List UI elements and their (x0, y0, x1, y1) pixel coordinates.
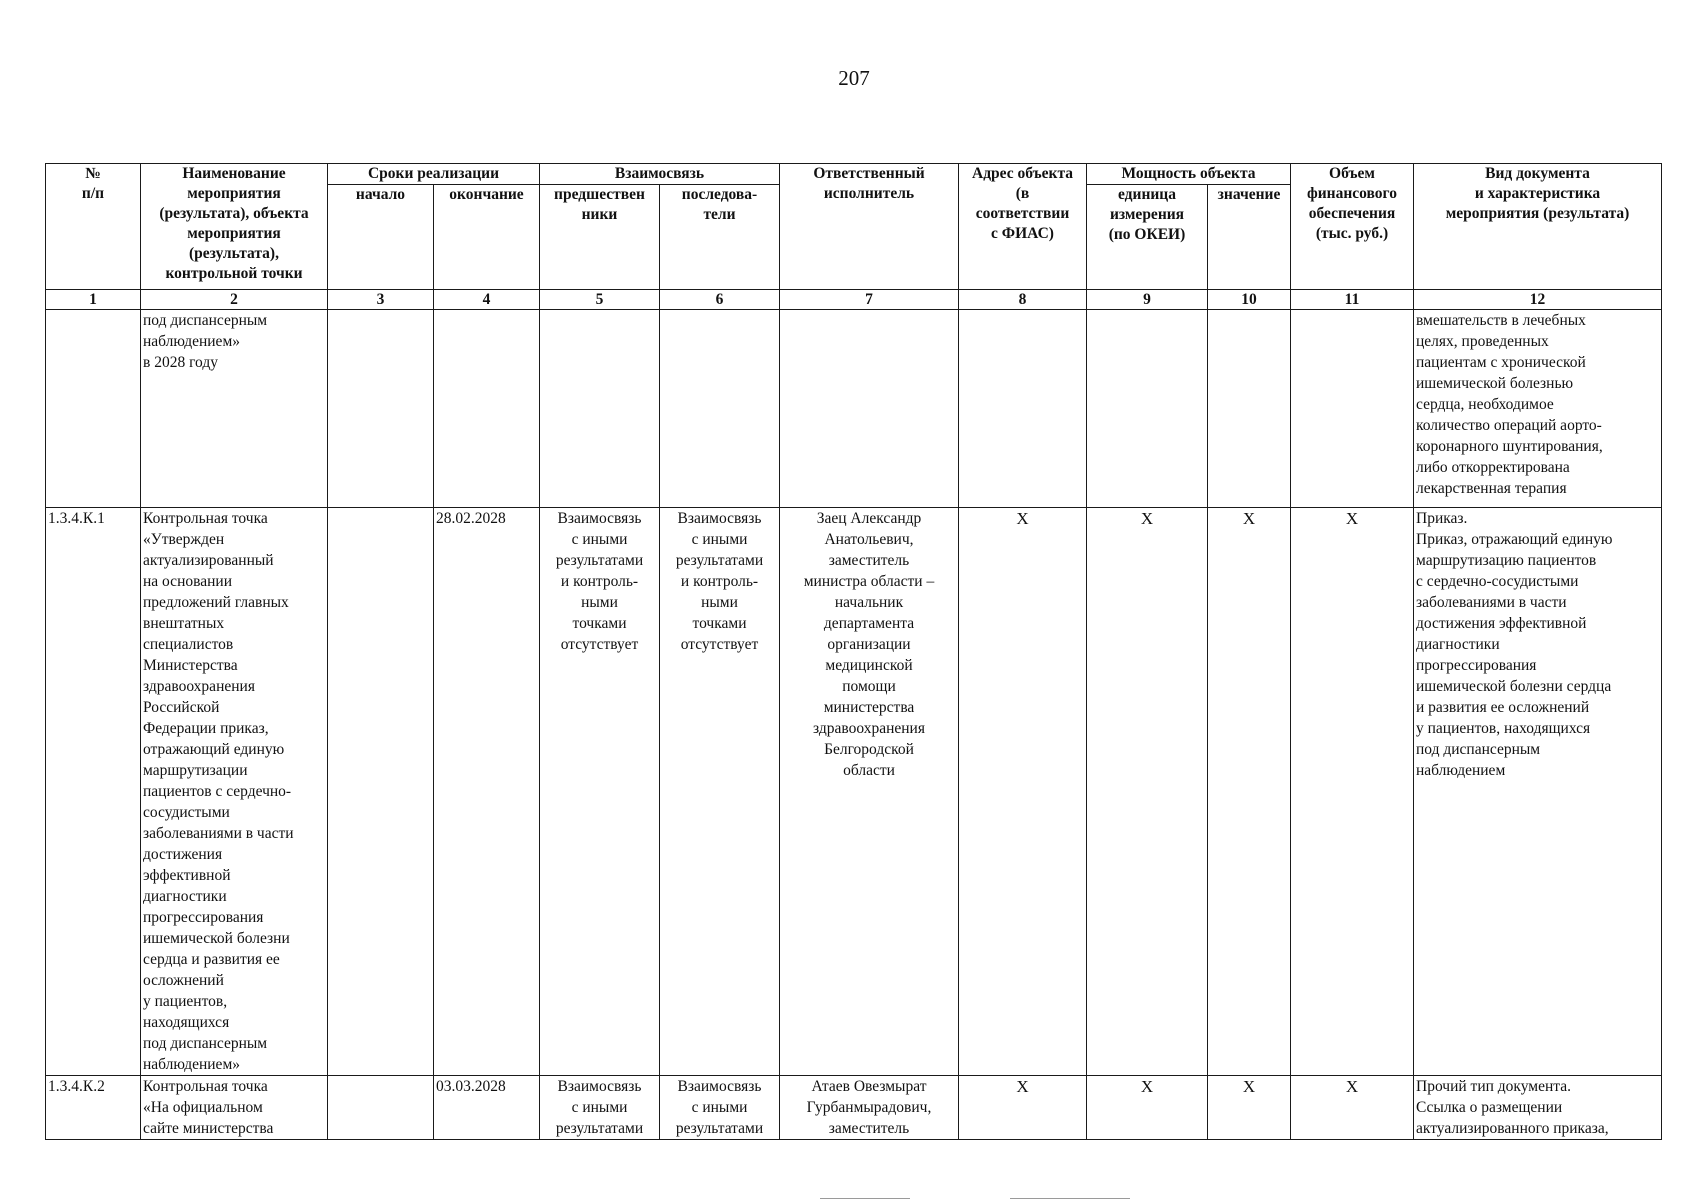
cell-funding: Х (1291, 1076, 1414, 1140)
cell-responsible (780, 310, 959, 508)
cell-end: 28.02.2028 (434, 508, 540, 1076)
scan-artifact (1010, 1198, 1130, 1199)
column-number-row (46, 290, 1662, 310)
table-row (46, 508, 1662, 1076)
column-number: 11 (1291, 290, 1414, 310)
header-terms-start: начало (328, 185, 434, 290)
header-terms-end: окончание (434, 185, 540, 290)
column-number: 2 (141, 290, 328, 310)
header-capacity-value: значение (1208, 185, 1291, 290)
cell-responsible: Заец Александр Анатольевич, заместитель министра области – начальник департамента организации медицинской помощи министерства здравоохранения Белгородской области (780, 508, 959, 1076)
cell-end (434, 310, 540, 508)
header-funding: Объем финансового обеспечения (тыс. руб.) (1291, 164, 1414, 290)
table-row (46, 1076, 1662, 1140)
cell-value: Х (1208, 508, 1291, 1076)
table-header-row (46, 164, 1662, 185)
plan-table (45, 163, 1662, 1140)
cell-funding (1291, 310, 1414, 508)
cell-start (328, 508, 434, 1076)
cell-next: Взаимосвязь с иными результатами и контроль- ными точками отсутствует (660, 508, 780, 1076)
header-address: Адрес объекта (в соответствии с ФИАС) (959, 164, 1087, 290)
cell-next: Взаимосвязь с иными результатами (660, 1076, 780, 1140)
cell-unit (1087, 310, 1208, 508)
header-capacity-unit: единица измерения (по ОКЕИ) (1087, 185, 1208, 290)
column-number: 3 (328, 290, 434, 310)
header-doc-type: Вид документа и характеристика мероприятия (результата) (1414, 164, 1662, 290)
cell-unit: Х (1087, 508, 1208, 1076)
cell-prev: Взаимосвязь с иными результатами и контроль- ными точками отсутствует (540, 508, 660, 1076)
header-terms-group: Сроки реализации (328, 164, 540, 185)
header-responsible: Ответственный исполнитель (780, 164, 959, 290)
cell-responsible: Атаев Овезмырат Гурбанмырадович, заместитель (780, 1076, 959, 1140)
cell-value (1208, 310, 1291, 508)
scan-artifact (820, 1198, 910, 1199)
cell-unit: Х (1087, 1076, 1208, 1140)
column-number: 9 (1087, 290, 1208, 310)
header-name: Наименование мероприятия (результата), объекта мероприятия (результата), контрольной точки (141, 164, 328, 290)
cell-address: Х (959, 508, 1087, 1076)
header-link-group: Взаимосвязь (540, 164, 780, 185)
cell-prev: Взаимосвязь с иными результатами (540, 1076, 660, 1140)
cell-start (328, 1076, 434, 1140)
column-number: 10 (1208, 290, 1291, 310)
cell-next (660, 310, 780, 508)
cell-value: Х (1208, 1076, 1291, 1140)
cell-prev (540, 310, 660, 508)
cell-funding: Х (1291, 508, 1414, 1076)
cell-address: Х (959, 1076, 1087, 1140)
cell-doc: Прочий тип документа. Ссылка о размещении актуализированного приказа, (1414, 1076, 1662, 1140)
cell-start (328, 310, 434, 508)
cell-name: Контрольная точка «На официальном сайте министерства (141, 1076, 328, 1140)
header-link-prev: предшествен ники (540, 185, 660, 290)
page-number: 207 (838, 66, 870, 90)
header-num: № п/п (46, 164, 141, 290)
column-number: 12 (1414, 290, 1662, 310)
cell-num (46, 310, 141, 508)
cell-num: 1.3.4.К.2 (46, 1076, 141, 1140)
cell-address (959, 310, 1087, 508)
cell-num: 1.3.4.К.1 (46, 508, 141, 1076)
cell-doc: Приказ. Приказ, отражающий единую маршрутизацию пациентов с сердечно-сосудистыми заболеваниями в части достижения эффективной диагностики прогрессирования ишемической болезни сердца и развития ее осложнений у пациентов, находящихся под диспансерным наблюдением (1414, 508, 1662, 1076)
column-number: 5 (540, 290, 660, 310)
table-row (46, 310, 1662, 508)
column-number: 7 (780, 290, 959, 310)
header-link-next: последова- тели (660, 185, 780, 290)
cell-end: 03.03.2028 (434, 1076, 540, 1140)
cell-name: Контрольная точка «Утвержден актуализированный на основании предложений главных внештатных специалистов Министерства здравоохранения Российской Федерации приказ, отражающий единую маршрутизации пациентов с сердечно- сосудистыми заболеваниями в части достижения эффективной диагностики прогрессирования ишемической болезни сердца и развития ее осложнений у пациентов, находящихся под диспансерным наблюдением» (141, 508, 328, 1076)
column-number: 8 (959, 290, 1087, 310)
cell-doc: вмешательств в лечебных целях, проведенных пациентам с хронической ишемической болезнью сердца, необходимое количество операций аорто- коронарного шунтирования, либо откорректирована лекарственная терапия (1414, 310, 1662, 508)
header-capacity-group: Мощность объекта (1087, 164, 1291, 185)
column-number: 4 (434, 290, 540, 310)
column-number: 6 (660, 290, 780, 310)
cell-name: под диспансерным наблюдением» в 2028 году (141, 310, 328, 508)
column-number: 1 (46, 290, 141, 310)
